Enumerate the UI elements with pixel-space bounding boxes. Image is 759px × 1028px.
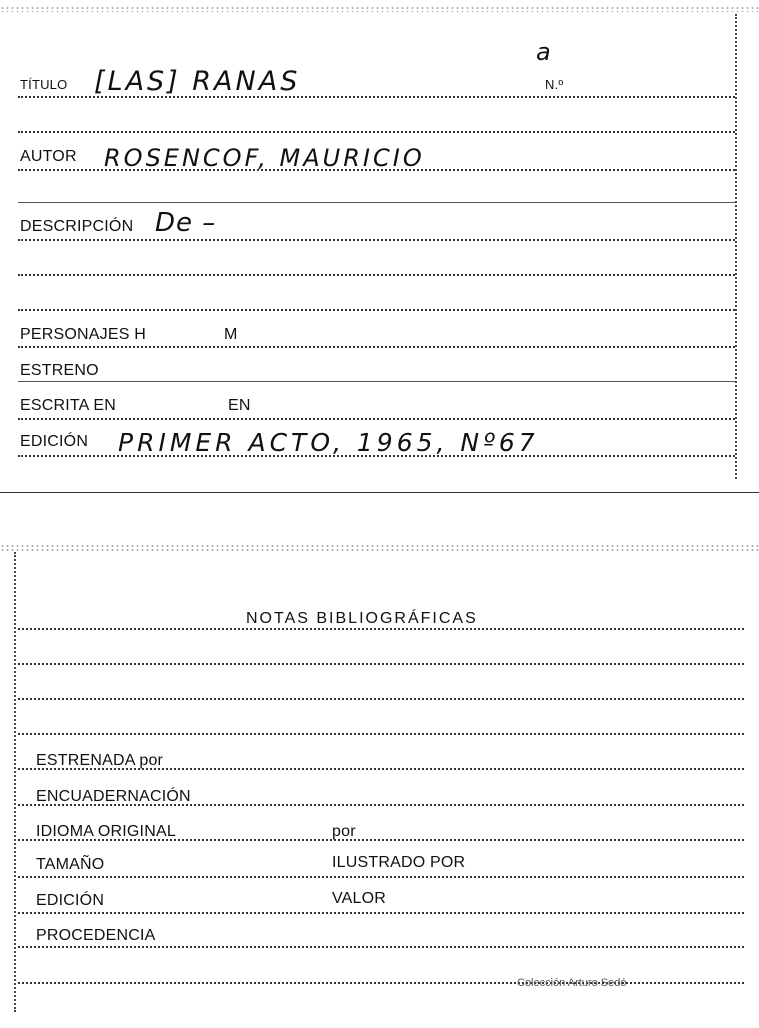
edicion-line — [18, 912, 744, 914]
titulo-value: [LAS] RANAS — [94, 66, 301, 97]
rule-line — [18, 698, 744, 700]
notas-heading: NOTAS BIBLIOGRÁFICAS — [246, 610, 478, 627]
personajes-line — [18, 346, 735, 348]
edicion-label: EDICIÓN — [20, 433, 89, 450]
rule-line — [18, 202, 735, 203]
estreno-line — [18, 381, 735, 382]
edicion-value: PRIMER ACTO, 1965, Nº67 — [118, 428, 539, 457]
top-edge-noise — [0, 6, 759, 12]
titulo-line — [18, 96, 735, 98]
autor-value: ROSENCOF, MAURICIO — [104, 144, 425, 172]
rule-line — [18, 309, 735, 311]
catalog-card-front — [0, 0, 759, 495]
rule-line — [18, 131, 735, 133]
valor-label: VALOR — [332, 890, 387, 907]
catalog-card-back — [0, 540, 759, 1028]
ilustrado-label: ILUSTRADO POR — [332, 854, 466, 871]
rule-line — [18, 274, 735, 276]
idioma-label: IDIOMA ORIGINAL — [36, 823, 176, 840]
right-border — [735, 14, 737, 479]
estrenada-label: ESTRENADA por — [36, 752, 164, 769]
card-bottom-edge — [0, 492, 759, 493]
numero-mark: a — [536, 38, 551, 66]
back-edicion-label: EDICIÓN — [36, 892, 105, 909]
tamano-line — [18, 876, 744, 878]
escrita-line — [18, 418, 735, 420]
edicion-line — [18, 455, 735, 457]
idioma-line — [18, 839, 744, 841]
personajes-h-label: PERSONAJES H — [20, 326, 146, 343]
encuadernacion-label: ENCUADERNACIÓN — [36, 788, 191, 805]
escrita-en-label: EN — [228, 397, 251, 414]
numero-label: N.º — [545, 77, 564, 92]
descripcion-label: DESCRIPCIÓN — [20, 218, 134, 235]
procedencia-line — [18, 946, 744, 948]
top-edge-noise — [0, 544, 759, 552]
left-border — [14, 552, 16, 1012]
idioma-por-label: por — [332, 823, 356, 840]
descripcion-line — [18, 239, 735, 241]
escrita-label: ESCRITA EN — [20, 397, 116, 414]
estreno-label: ESTRENO — [20, 362, 99, 379]
personajes-m-label: M — [224, 326, 238, 343]
titulo-label: TÍTULO — [20, 77, 68, 92]
rule-line — [18, 733, 744, 735]
rule-line — [18, 663, 744, 665]
encuadernacion-line — [18, 804, 744, 806]
autor-line — [18, 169, 735, 171]
collection-stamp: Colección Arturo Sedó — [517, 977, 627, 989]
tamano-label: TAMAÑO — [36, 856, 105, 873]
procedencia-label: PROCEDENCIA — [36, 927, 156, 944]
estrenada-line — [18, 768, 744, 770]
heading-line — [18, 628, 744, 630]
rule-line — [18, 982, 744, 984]
autor-label: AUTOR — [20, 148, 77, 165]
descripcion-value: De – — [155, 208, 217, 238]
